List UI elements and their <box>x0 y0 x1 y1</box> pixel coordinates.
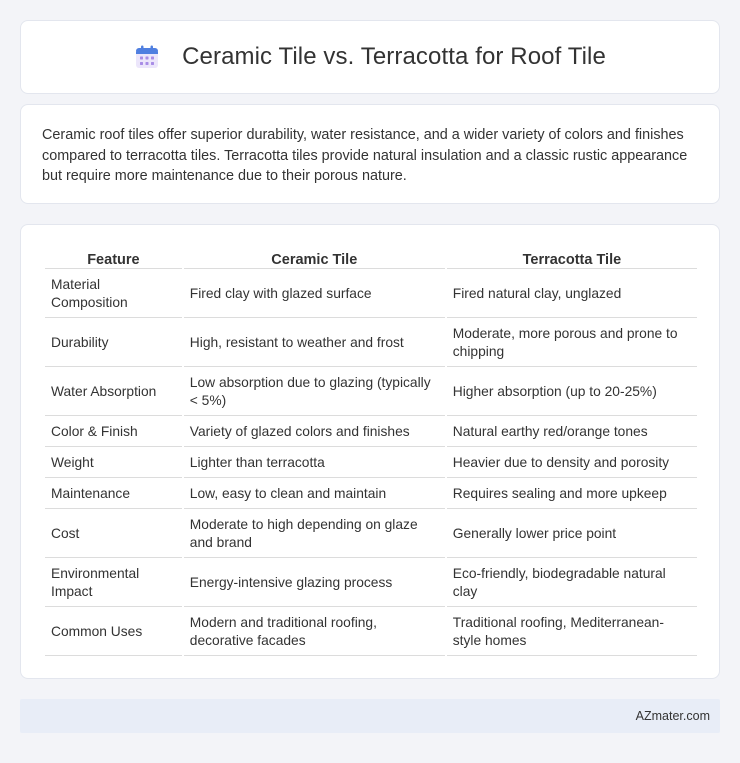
comparison-table-card <box>20 224 720 679</box>
intro-card <box>20 104 720 204</box>
feature-cell: Weight <box>45 449 182 478</box>
feature-cell: Material Composition <box>45 271 182 318</box>
footer <box>20 699 720 733</box>
title-card <box>20 20 720 94</box>
ceramic-cell: Moderate to high depending on glaze and brand <box>184 511 445 558</box>
terracotta-cell: Natural earthy red/orange tones <box>447 418 697 447</box>
table-row <box>45 369 697 416</box>
terracotta-cell: Generally lower price point <box>447 511 697 558</box>
terracotta-cell: Requires sealing and more upkeep <box>447 480 697 509</box>
feature-cell: Environmental Impact <box>45 560 182 607</box>
ceramic-cell: Variety of glazed colors and finishes <box>184 418 445 447</box>
terracotta-cell: Traditional roofing, Mediterranean-style homes <box>447 609 697 656</box>
table-row <box>45 511 697 558</box>
header-terracotta-tile: Terracotta Tile <box>447 247 697 269</box>
table-row <box>45 418 697 447</box>
header-feature: Feature <box>45 247 182 269</box>
table-row <box>45 271 697 318</box>
feature-cell: Common Uses <box>45 609 182 656</box>
ceramic-cell: Low absorption due to glazing (typically < 5%) <box>184 369 445 416</box>
feature-cell: Color & Finish <box>45 418 182 447</box>
terracotta-cell: Higher absorption (up to 20-25%) <box>447 369 697 416</box>
terracotta-cell: Moderate, more porous and prone to chipping <box>447 320 697 367</box>
ceramic-cell: Modern and traditional roofing, decorative facades <box>184 609 445 656</box>
table-row <box>45 320 697 367</box>
feature-cell: Durability <box>45 320 182 367</box>
header-ceramic-tile: Ceramic Tile <box>184 247 445 269</box>
ceramic-cell: High, resistant to weather and frost <box>184 320 445 367</box>
feature-cell: Cost <box>45 511 182 558</box>
terracotta-cell: Eco-friendly, biodegradable natural clay <box>447 560 697 607</box>
ceramic-cell: Energy-intensive glazing process <box>184 560 445 607</box>
table-row <box>45 609 697 656</box>
footer-brand: AZmater.com <box>635 709 710 723</box>
table-header-row <box>45 247 697 269</box>
ceramic-cell: Low, easy to clean and maintain <box>184 480 445 509</box>
ceramic-cell: Fired clay with glazed surface <box>184 271 445 318</box>
terracotta-cell: Fired natural clay, unglazed <box>447 271 697 318</box>
feature-cell: Water Absorption <box>45 369 182 416</box>
comparison-table <box>43 245 699 658</box>
page-title: Ceramic Tile vs. Terracotta for Roof Tile <box>182 43 606 70</box>
terracotta-cell: Heavier due to density and porosity <box>447 449 697 478</box>
intro-text: Ceramic roof tiles offer superior durability, water resistance, and a wider variety of colors and finishes compared to terracotta tiles. Terracotta tiles provide natural insulation and a classic rustic appearance but require more maintenance due to their porous nature. <box>42 127 688 184</box>
table-row <box>45 449 697 478</box>
feature-cell: Maintenance <box>45 480 182 509</box>
table-row <box>45 560 697 607</box>
table-row <box>45 480 697 509</box>
ceramic-cell: Lighter than terracotta <box>184 449 445 478</box>
calendar-icon <box>134 44 160 70</box>
